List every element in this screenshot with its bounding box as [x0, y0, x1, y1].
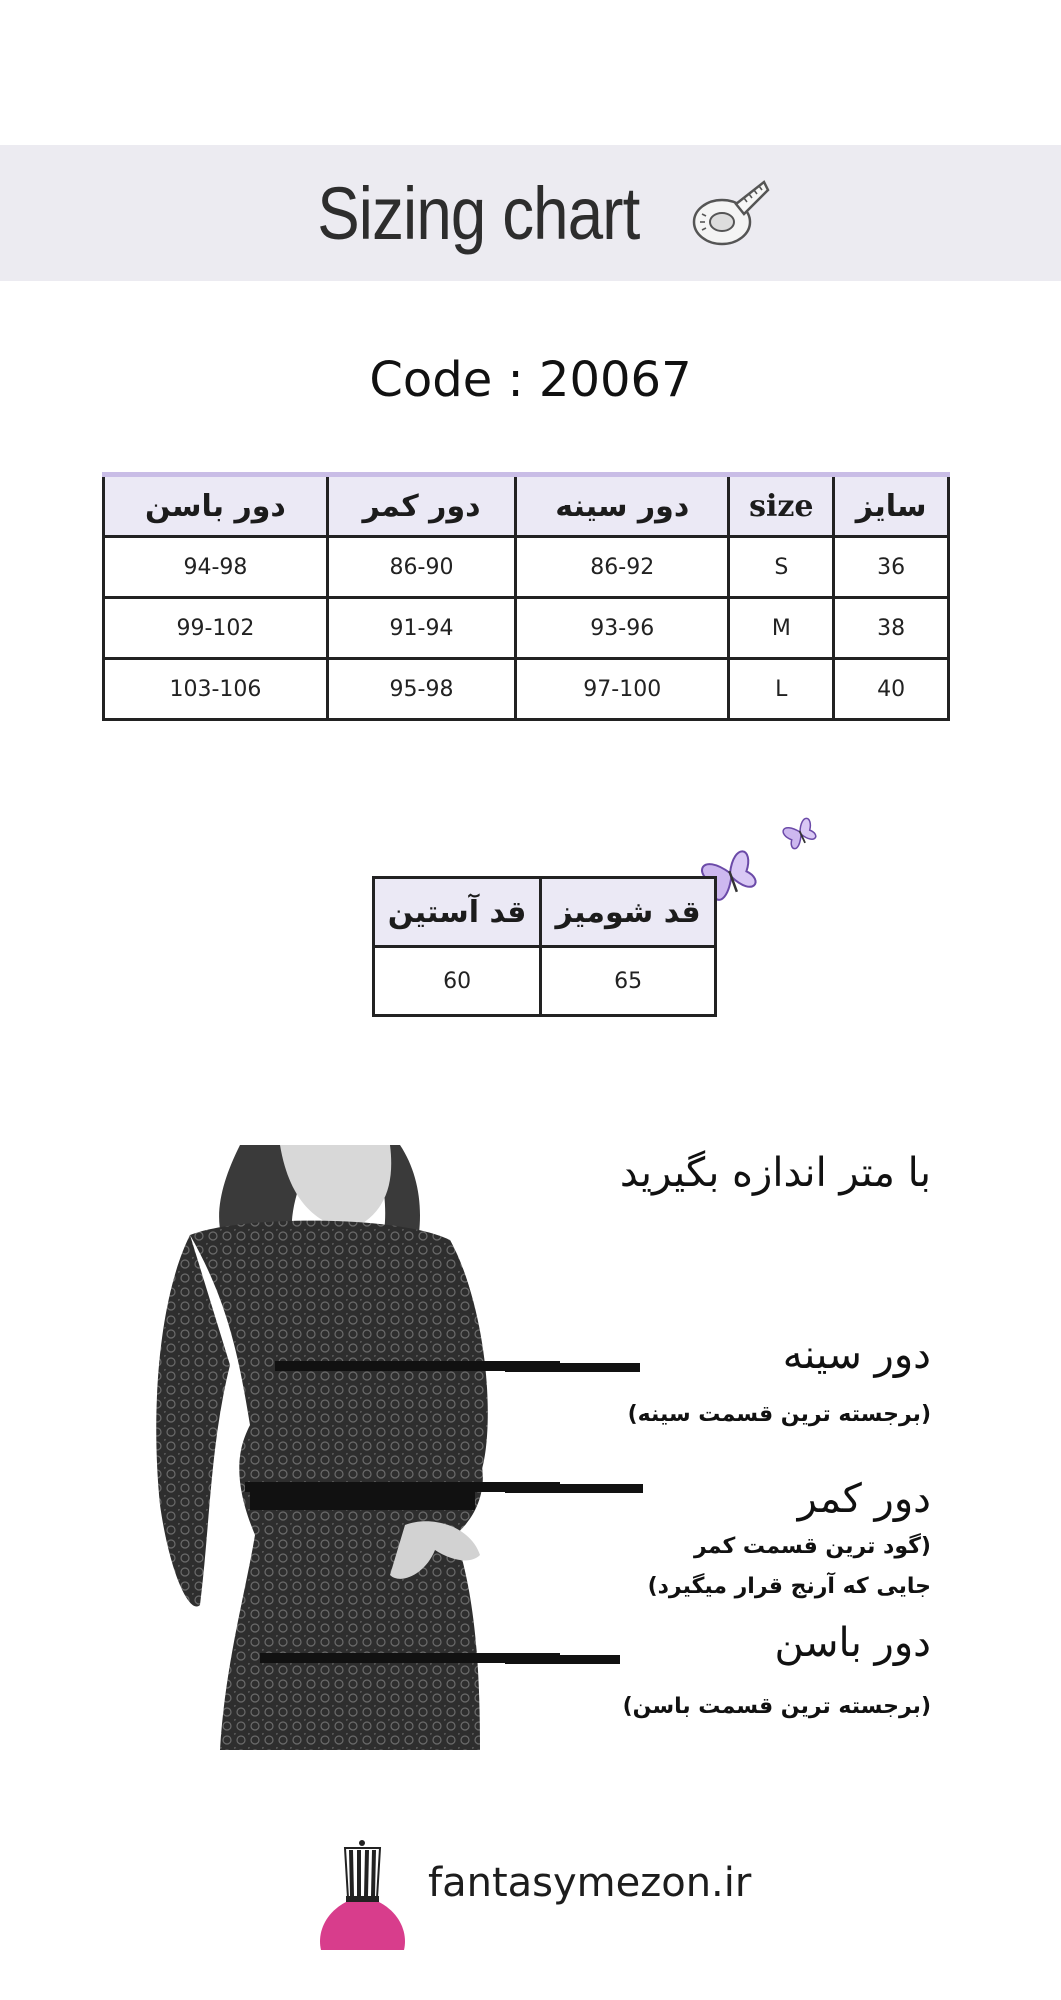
chest-line-ext: [505, 1363, 640, 1372]
cell-size-en: S: [729, 537, 834, 598]
measure-heading: با متر اندازه بگیرید: [619, 1150, 931, 1196]
cell-hip: 94-98: [104, 537, 328, 598]
table-row: [104, 598, 949, 659]
cell-waist: 86-90: [327, 537, 515, 598]
header-sleeve-length: قد آستین: [374, 878, 541, 947]
dress-logo-icon: [315, 1838, 410, 1953]
hip-note: (برجسته ترین قسمت باسن): [622, 1694, 931, 1719]
product-code: Code : 20067: [369, 352, 692, 408]
cell-size-fa: 36: [834, 537, 949, 598]
header-top-length: قد شومیز: [541, 878, 716, 947]
chest-note: (برجسته ترین قسمت سینه): [627, 1402, 931, 1427]
header-size-en: size: [729, 475, 834, 537]
cell-top-length: 65: [541, 947, 716, 1016]
sizing-chart-banner: [0, 145, 1061, 281]
header-waist: دور کمر: [327, 475, 515, 537]
header-chest: دور سینه: [516, 475, 729, 537]
site-url: fantasymezon.ir: [428, 1860, 752, 1906]
cell-chest: 97-100: [516, 659, 729, 720]
cell-size-en: M: [729, 598, 834, 659]
banner-title: Sizing chart: [317, 171, 640, 255]
hip-label: دور باسن: [774, 1620, 931, 1666]
cell-size-fa: 40: [834, 659, 949, 720]
cell-hip: 103-106: [104, 659, 328, 720]
header-size-fa: سایز: [834, 475, 949, 537]
cell-size-fa: 38: [834, 598, 949, 659]
table-row: [104, 537, 949, 598]
cell-chest: 93-96: [516, 598, 729, 659]
cell-waist: 91-94: [327, 598, 515, 659]
cell-chest: 86-92: [516, 537, 729, 598]
waist-note-2: جایی که آرنج قرار میگیرد): [647, 1574, 931, 1599]
waist-label: دور کمر: [797, 1476, 931, 1522]
size-table-header: [104, 475, 949, 537]
table-row: [374, 947, 716, 1016]
cell-size-en: L: [729, 659, 834, 720]
cell-waist: 95-98: [327, 659, 515, 720]
cell-hip: 99-102: [104, 598, 328, 659]
cell-sleeve-length: 60: [374, 947, 541, 1016]
waist-note-1: (گود ترین قسمت کمر: [694, 1534, 931, 1559]
waist-line-ext: [505, 1484, 643, 1493]
length-table: [372, 876, 717, 1017]
length-table-header: [374, 878, 716, 947]
model-figure: [150, 1145, 560, 1750]
table-row: [104, 659, 949, 720]
measuring-tape-icon: [684, 170, 770, 256]
hip-line-ext: [505, 1655, 620, 1664]
header-hip: دور باسن: [104, 475, 328, 537]
size-table: [102, 472, 950, 721]
chest-label: دور سینه: [782, 1332, 931, 1378]
